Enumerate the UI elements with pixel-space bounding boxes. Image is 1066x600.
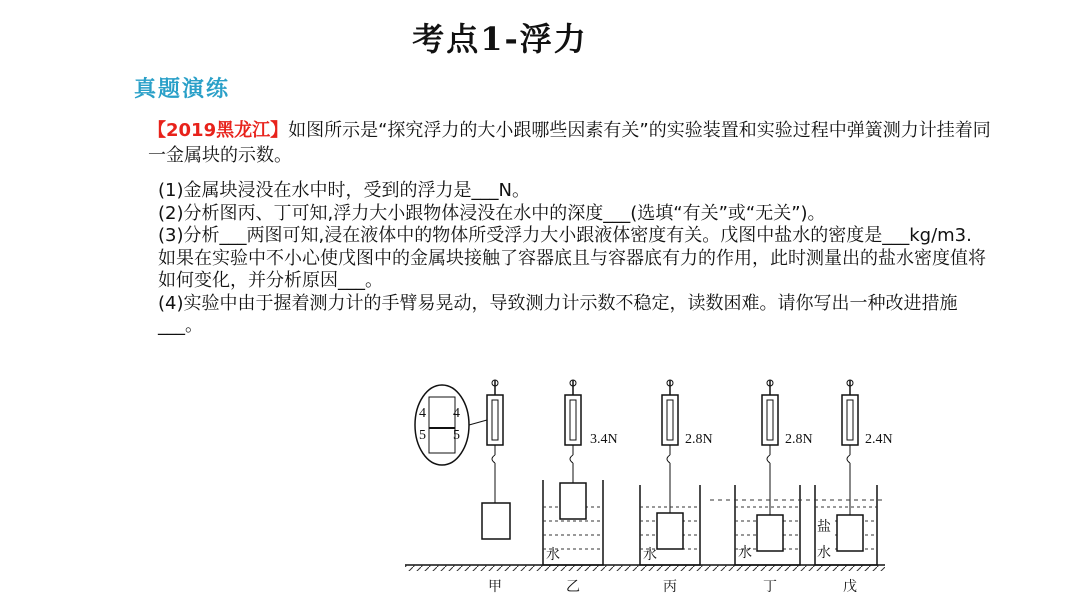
liquid-wu-1: 盐 bbox=[817, 519, 831, 535]
experiment-diagram bbox=[405, 375, 895, 600]
question-2: (2)分析图丙、丁可知,浮力大小跟物体浸没在水中的深度___(选填“有关”或“无关”)。 bbox=[158, 202, 826, 224]
reading-ding: 2.8N bbox=[785, 432, 813, 447]
metal-block bbox=[657, 513, 683, 549]
metal-block bbox=[482, 503, 510, 539]
metal-block bbox=[837, 515, 863, 551]
spring-scale bbox=[842, 395, 858, 445]
tick-5-left: 5 bbox=[419, 428, 426, 443]
metal-block bbox=[757, 515, 783, 551]
spring-scale bbox=[662, 395, 678, 445]
tick-4-right: 4 bbox=[453, 406, 460, 421]
metal-block bbox=[560, 483, 586, 519]
reading-yi: 3.4N bbox=[590, 432, 618, 447]
setup-wu bbox=[815, 380, 893, 595]
problem-intro bbox=[148, 118, 998, 168]
reading-wu: 2.4N bbox=[865, 432, 893, 447]
label-jia: 甲 bbox=[488, 579, 502, 595]
spring-scale bbox=[487, 395, 503, 445]
label-wu: 戊 bbox=[843, 579, 857, 595]
setup-bing bbox=[640, 380, 713, 595]
spring-scale bbox=[762, 395, 778, 445]
source-tag: 【2019黑龙江】 bbox=[148, 120, 289, 141]
section-heading: 真题演练 bbox=[134, 76, 231, 102]
label-bing: 丙 bbox=[663, 579, 677, 595]
setup-jia bbox=[415, 380, 510, 595]
question-list bbox=[158, 180, 988, 338]
liquid-yi: 水 bbox=[546, 547, 560, 563]
question-1: (1)金属块浸没在水中时，受到的浮力是___N。 bbox=[158, 180, 530, 201]
setup-yi bbox=[543, 380, 618, 595]
reading-bing: 2.8N bbox=[685, 432, 713, 447]
question-3: (3)分析___两图可知,浸在液体中的物体所受浮力大小跟液体密度有关。戊图中盐水的密度是___kg/m3.如果在实验中不小心使戊图中的金属块接触了容器底且与容器底有力的作用，此时测量出的盐水密度值将如何变化，并分析原因___。 bbox=[158, 225, 986, 291]
setup-ding bbox=[735, 380, 813, 595]
tick-5-right: 5 bbox=[453, 428, 460, 443]
liquid-wu-2: 水 bbox=[817, 545, 831, 561]
spring-scale bbox=[565, 395, 581, 445]
intro-text: 如图所示是“探究浮力的大小跟哪些因素有关”的实验装置和实验过程中弹簧测力计挂着同一金属块的示数。 bbox=[148, 120, 991, 166]
liquid-bing: 水 bbox=[643, 547, 657, 563]
ground-hatch bbox=[405, 565, 885, 571]
page-title: 考点1-浮力 bbox=[412, 20, 588, 58]
label-yi: 乙 bbox=[566, 579, 580, 595]
label-ding: 丁 bbox=[763, 579, 777, 595]
liquid-ding: 水 bbox=[738, 545, 752, 561]
experiment-figure bbox=[405, 375, 895, 600]
tick-4-left: 4 bbox=[419, 406, 426, 421]
question-4: (4)实验中由于握着测力计的手臂易晃动，导致测力计示数不稳定，读数困难。请你写出一种改进措施___。 bbox=[158, 292, 958, 336]
